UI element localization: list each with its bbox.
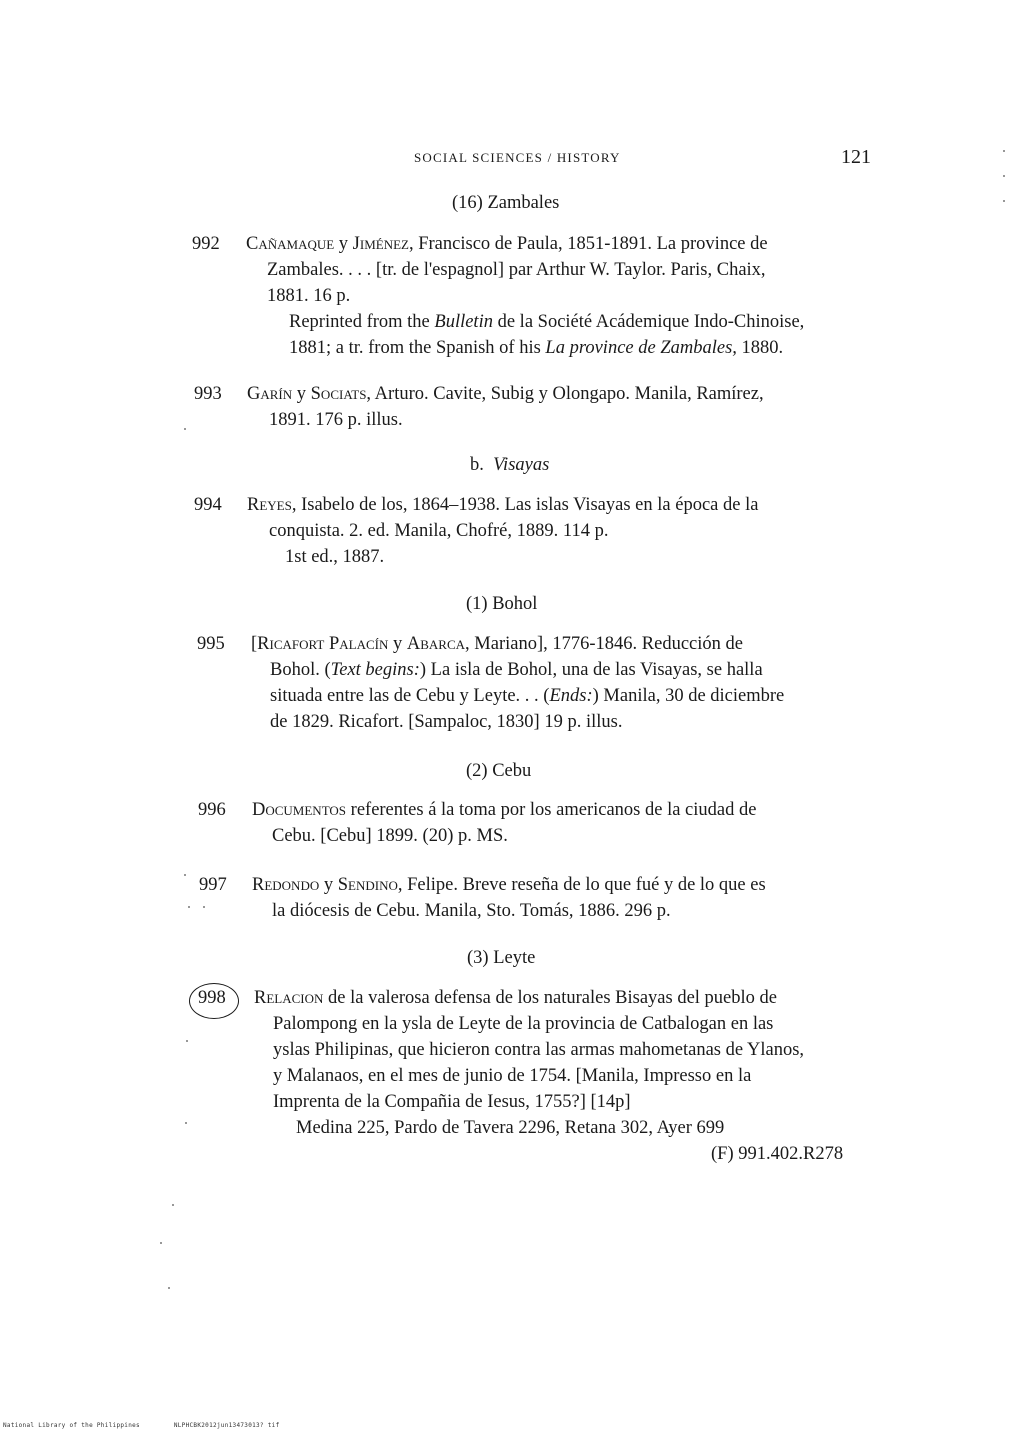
scan-speck — [172, 1204, 174, 1206]
section-heading-leyte: (3) Leyte — [467, 948, 536, 968]
entry-body: Reyes, Isabelo de los, 1864–1938. Las islas Visayas en la época de la conquista. 2. ed. Manila, Chofré, 1889. 114 p. 1st ed., 1887. — [247, 492, 758, 570]
section-heading-visayas: b. Visayas — [470, 455, 550, 475]
entry-body: Redondo y Sendino, Felipe. Breve reseña de lo que fué y de lo que es la diócesis de Cebu. Manila, Sto. Tomás, 1886. 296 p. — [252, 875, 766, 921]
scan-speck — [188, 906, 190, 908]
author-surname: Reyes, — [247, 495, 297, 515]
entry-body: [Ricafort Palacín y Abarca, Mariano], 1776-1846. Reducción de Bohol. (Text begins:) La isla de Bohol, una de las Visayas, se halla situada entre las de Cebu y Leyte. . . (Ends:) Manila, 30 de diciembre de 1829. Ricafort. [Sampaloc, 1830] 19 p. illus. — [251, 634, 785, 732]
author-surname: Relacion — [254, 988, 324, 1008]
page-number: 121 — [841, 146, 871, 168]
entry-body: Relacion de la valerosa defensa de los naturales Bisayas del pueblo de Palompong en la ysla de Leyte de la provincia de Catbalogan en las yslas Philipinas, que hicieron contra las armas mahometanas de Ylanos, y Malanaos, en el mes de junio de 1754. [Manila, Impresso en la Imprenta de la Compañia de Iesus, 1755?] [14p] Medina 225, Pardo de Tavera 2296, Retana 302, Ayer 699 — [254, 985, 804, 1141]
author-surname: Abarca, — [406, 634, 470, 654]
author-surname: Garín — [247, 384, 293, 404]
entry-number: 998 — [198, 988, 226, 1008]
section-heading-zambales: (16) Zambales — [452, 193, 560, 213]
scan-footer — [3, 1422, 310, 1429]
entry-body: Cañamaque y Jiménez, Francisco de Paula, 1851-1891. La province de Zambales. . . . [tr. de l'espagnol] par Arthur W. Taylor. Paris, Chaix, 1881. 16 p. Reprinted from the Bulletin de la Société Acádemique Indo-Chinoise, 1881; a tr. from the Spanish of his La province de Zambales, 1880. — [246, 231, 804, 361]
entry-number: 993 — [194, 384, 222, 404]
running-head — [0, 146, 1011, 174]
scan-speck — [184, 874, 186, 876]
running-head-title: SOCIAL SCIENCES / HISTORY — [414, 150, 621, 165]
scan-speck — [186, 1040, 188, 1042]
scan-speck — [203, 906, 205, 908]
scan-speck — [160, 1242, 162, 1244]
author-surname: Sociats, — [310, 384, 372, 404]
section-heading-bohol: (1) Bohol — [466, 594, 538, 614]
entry-number: 992 — [192, 234, 220, 254]
entry-body: Documentos referentes á la toma por los americanos de la ciudad de Cebu. [Cebu] 1899. (20) p. MS. — [252, 800, 757, 846]
entry-number: 995 — [197, 634, 225, 654]
section-heading-cebu: (2) Cebu — [466, 761, 532, 781]
scan-speck — [1003, 150, 1005, 152]
entry-body: Garín y Sociats, Arturo. Cavite, Subig y Olongapo. Manila, Ramírez, 1891. 176 p. illus. — [247, 384, 764, 430]
author-surname: Documentos — [252, 800, 347, 820]
footer-library: National Library of the Philippines — [3, 1422, 140, 1429]
entry-note: 1st ed., 1887. — [285, 547, 385, 567]
entry-number: 994 — [194, 495, 222, 515]
scan-speck — [1003, 200, 1005, 202]
author-surname: Redondo — [252, 875, 320, 895]
author-surname: Jiménez, — [352, 234, 414, 254]
author-surname: Sendino, — [337, 875, 403, 895]
scan-speck — [185, 1122, 187, 1124]
entry-note: 1881; a tr. from the Spanish of his La province de Zambales, 1880. — [289, 338, 784, 358]
entry-note: Reprinted from the Bulletin de la Société Acádemique Indo-Chinoise, — [289, 312, 805, 332]
scan-speck — [1003, 175, 1005, 177]
call-number: (F) 991.402.R278 — [711, 1144, 844, 1164]
scan-speck — [168, 1287, 170, 1289]
author-surname: Cañamaque — [246, 234, 335, 254]
entry-note: Medina 225, Pardo de Tavera 2296, Retana 302, Ayer 699 — [296, 1118, 725, 1138]
scan-speck — [184, 428, 186, 430]
footer-file-id: NLPHCBK2012jun13473013? tif — [173, 1422, 280, 1429]
entry-number: 997 — [199, 875, 227, 895]
entry-number: 996 — [198, 800, 226, 820]
author-surname: Ricafort Palacín — [257, 634, 389, 654]
